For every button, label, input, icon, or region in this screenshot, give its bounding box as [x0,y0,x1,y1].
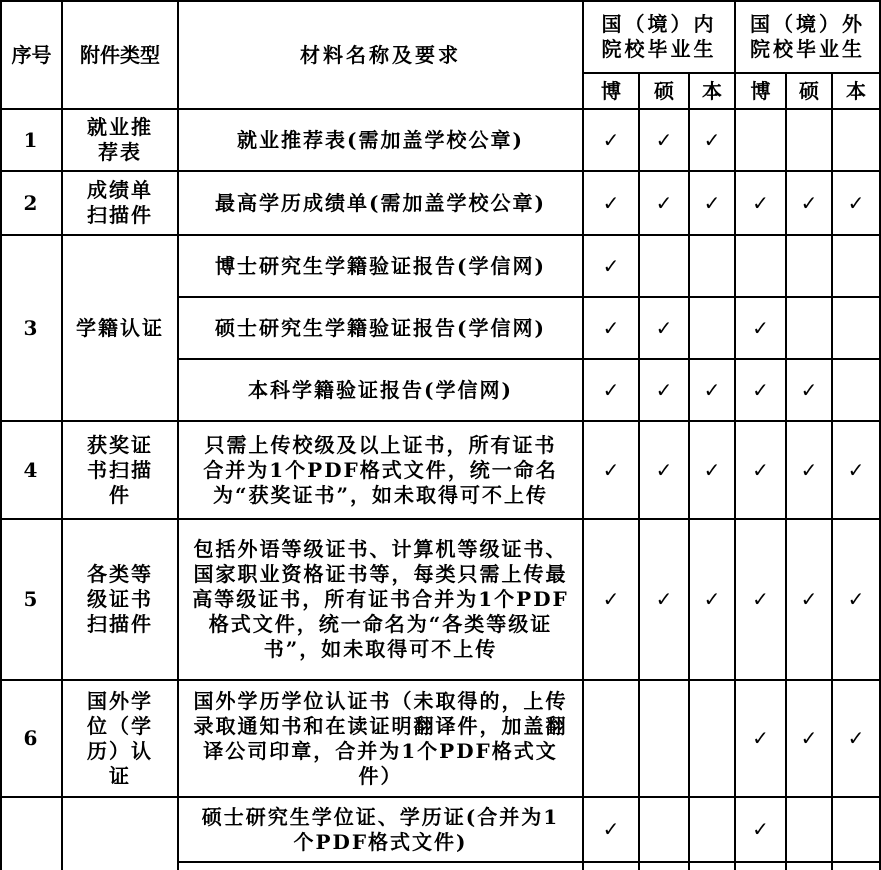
check-mark: ✓ [800,457,818,482]
check-mark: ✓ [847,726,865,750]
row-material: 本科学籍验证报告(学信网) [248,377,513,402]
row-seq: 6 [23,726,40,750]
row-material: 硕士研究生学位证、学历证(合并为1个PDF格式文件) [201,804,560,854]
check-mark: ✓ [655,127,673,152]
row-material: 博士研究生学籍验证报告(学信网) [215,253,546,278]
row-type [63,798,177,870]
header-degree: 本 [846,78,866,103]
row-type: 成绩单扫描件 [87,178,153,227]
check-mark: ✓ [602,127,620,152]
header-degree: 硕 [799,78,819,103]
header-domestic [584,2,734,72]
check-mark: ✓ [800,377,818,402]
row-material: 就业推荐表(需加盖学校公章) [237,127,524,152]
row-material: 最高学历成绩单(需加盖学校公章) [215,190,546,215]
check-mark: ✓ [703,587,721,611]
row-material: 只需上传校级及以上证书，所有证书合并为1个PDF格式文件，统一命名为“获奖证书”，如未取得可不上传 [203,432,558,507]
row-type: 获奖证书扫描件 [87,432,153,507]
row-material: 硕士研究生学籍验证报告(学信网) [215,315,546,340]
check-mark: ✓ [703,457,721,482]
header-material: 材料名称及要求 [300,42,461,67]
row-seq: 3 [23,315,40,340]
check-mark: ✓ [602,253,620,278]
row-material: 国外学历学位认证书（未取得的，上传录取通知书和在读证明翻译件，加盖翻译公司印章，合并为1个PDF格式文件） [193,688,568,788]
check-mark: ✓ [655,457,673,482]
check-mark: ✓ [703,190,721,215]
check-mark: ✓ [752,377,769,402]
check-mark: ✓ [752,457,769,482]
header-seq: 序号 [11,42,52,67]
row-seq: 2 [23,190,40,215]
check-mark: ✓ [800,726,818,750]
header-domestic-line2: 院校毕业生 [601,37,717,61]
header-degree: 本 [702,78,722,103]
header-foreign [736,2,879,72]
check-mark: ✓ [752,817,769,841]
row-type: 学籍认证 [76,315,164,340]
check-mark: ✓ [752,726,769,750]
check-mark: ✓ [655,190,673,215]
header-type: 附件类型 [80,42,160,67]
check-mark: ✓ [847,457,865,482]
header-degree: 博 [750,78,771,103]
row-seq: 1 [23,127,40,152]
check-mark: ✓ [602,190,620,215]
check-mark: ✓ [800,190,818,215]
check-mark: ✓ [602,587,620,611]
check-mark: ✓ [800,587,818,611]
row-type: 国外学位（学历）认证 [87,688,153,788]
check-mark: ✓ [655,315,673,340]
check-mark: ✓ [703,127,721,152]
header-degree: 博 [601,78,621,103]
check-mark: ✓ [602,315,620,340]
check-mark: ✓ [847,190,865,215]
check-mark: ✓ [847,587,865,611]
check-mark: ✓ [752,315,769,340]
check-mark: ✓ [602,377,620,402]
check-mark: ✓ [752,190,769,215]
check-mark: ✓ [655,377,673,402]
check-mark: ✓ [602,457,620,482]
header-degree: 硕 [654,78,674,103]
check-mark: ✓ [602,817,620,841]
check-mark: ✓ [655,587,673,611]
row-material: 包括外语等级证书、计算机等级证书、国家职业资格证书等，每类只需上传最高等级证书，所有证书合并为1个PDF格式文件，统一命名为“各类等级证书”，如未取得可不上传 [192,537,569,661]
rule-row7-inner [177,861,881,863]
row-type: 就业推荐表 [87,115,153,164]
header-foreign-line2: 院校毕业生 [750,37,865,61]
check-mark: ✓ [752,587,769,611]
header-foreign-line1: 国（境）外 [750,12,865,36]
check-mark: ✓ [703,377,721,402]
row-seq: 4 [23,457,40,482]
header-domestic-line1: 国（境）内 [601,12,717,36]
row-seq: 5 [23,587,40,611]
row-type: 各类等级证书扫描件 [87,562,153,636]
row-seq [2,798,61,870]
